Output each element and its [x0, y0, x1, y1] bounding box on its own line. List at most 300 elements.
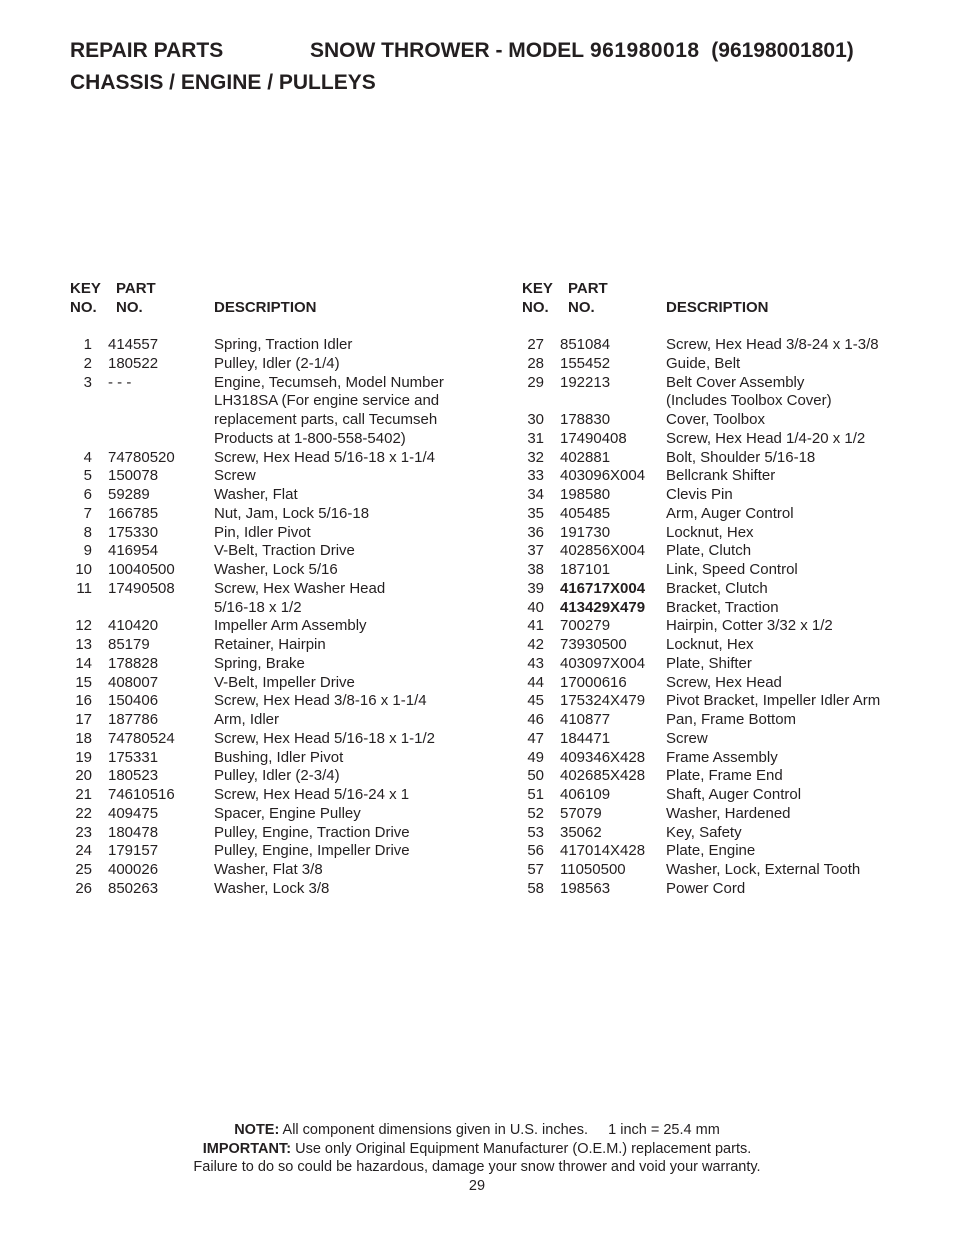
part-description	[666, 842, 922, 861]
part-number: 74780520	[108, 448, 175, 466]
part-number: 17490408	[560, 429, 627, 447]
description-line: Spring, Brake	[214, 654, 305, 672]
part-header-1: PART	[568, 280, 608, 297]
description-line: Frame Assembly	[666, 748, 778, 766]
part-description	[666, 430, 922, 449]
description-line: Guide, Belt	[666, 354, 741, 372]
table-row	[70, 749, 490, 768]
part-number: 405485	[560, 504, 611, 522]
table-row	[70, 730, 490, 749]
table-row	[522, 730, 922, 749]
model-sub-number: (96198001801)	[711, 39, 854, 62]
part-description	[214, 880, 490, 899]
key-number: 12	[75, 617, 92, 635]
part-header-1: PART	[116, 280, 156, 297]
description-line: Screw, Hex Head	[666, 673, 782, 691]
part-description	[214, 824, 490, 843]
description-line: Nut, Jam, Lock 5/16-18	[214, 504, 370, 522]
part-number: 403097X004	[560, 654, 646, 672]
table-row	[522, 767, 922, 786]
part-number: 191730	[560, 523, 611, 541]
description-line: Screw, Hex Head 5/16-18 x 1-1/4	[214, 448, 435, 466]
part-description	[214, 617, 490, 636]
part-number: 187101	[560, 561, 611, 578]
description-line: Belt Cover Assembly	[666, 373, 805, 391]
table-row	[70, 861, 490, 880]
part-number: 198580	[560, 486, 611, 503]
key-number: 52	[527, 804, 544, 822]
description-line: Screw	[666, 729, 708, 747]
table-row	[522, 692, 922, 711]
key-number: 24	[75, 842, 92, 860]
key-number: 44	[527, 673, 544, 691]
part-description	[666, 336, 922, 355]
key-number: 40	[527, 598, 544, 616]
description-line: Washer, Flat 3/8	[214, 861, 323, 878]
table-row	[70, 842, 490, 861]
part-description	[214, 524, 490, 543]
table-row	[522, 636, 922, 655]
part-number: 59289	[108, 486, 150, 503]
key-number: 42	[527, 636, 544, 653]
part-number: 74610516	[108, 786, 175, 803]
table-row	[522, 411, 922, 430]
part-number: 192213	[560, 373, 611, 391]
part-number: 414557	[108, 336, 159, 353]
table-row	[70, 617, 490, 636]
description-line: Washer, Lock 5/16	[214, 561, 338, 578]
table-row	[70, 449, 490, 468]
description-line: Screw, Hex Head 5/16-18 x 1-1/2	[214, 729, 435, 747]
part-number: 402856X004	[560, 542, 646, 560]
table-row	[522, 786, 922, 805]
part-description	[666, 692, 922, 711]
description-line: Washer, Flat	[214, 486, 298, 503]
table-row	[522, 655, 922, 674]
key-number: 34	[527, 486, 544, 503]
key-number: 23	[75, 823, 92, 841]
key-number: 11	[76, 579, 92, 597]
key-number: 22	[75, 804, 92, 822]
description-line: Bellcrank Shifter	[666, 467, 776, 485]
key-number: 7	[83, 504, 92, 522]
table-row	[522, 580, 922, 599]
description-line: Pulley, Engine, Traction Drive	[214, 823, 410, 841]
table-row	[522, 861, 922, 880]
part-number: 409475	[108, 804, 159, 822]
page-number: 29	[468, 1177, 486, 1194]
key-number: 5	[83, 467, 92, 485]
description-header: DESCRIPTION	[214, 299, 317, 316]
description-line: Pulley, Engine, Impeller Drive	[214, 842, 410, 860]
part-number: 85179	[108, 636, 150, 653]
part-description	[214, 786, 490, 805]
part-description	[214, 674, 490, 693]
key-number: 41	[527, 617, 544, 635]
part-number: 409346X428	[560, 748, 646, 766]
description-line: Locknut, Hex	[666, 523, 754, 541]
part-number: 175324X479	[560, 692, 646, 710]
part-description	[666, 636, 922, 655]
parts-rows-right	[522, 336, 922, 899]
description-line: Clevis Pin	[666, 486, 733, 503]
part-description	[666, 411, 922, 430]
key-number: 21	[75, 786, 92, 803]
part-description	[666, 880, 922, 899]
part-number: 403096X004	[560, 467, 646, 485]
part-number: 413429X479	[560, 598, 646, 616]
table-row	[70, 655, 490, 674]
part-number: 187786	[108, 711, 159, 728]
description-line: Hairpin, Cotter 3/32 x 1/2	[666, 617, 833, 635]
description-header: DESCRIPTION	[666, 299, 769, 316]
key-number: 58	[527, 879, 544, 897]
part-description	[666, 749, 922, 768]
part-description	[666, 674, 922, 693]
table-header	[522, 280, 922, 318]
table-row	[522, 599, 922, 618]
key-number: 38	[527, 561, 544, 578]
part-number: 178828	[108, 654, 159, 672]
description-line: Screw, Hex Head 3/8-16 x 1-1/4	[214, 692, 427, 710]
table-row	[522, 805, 922, 824]
key-number: 37	[527, 542, 544, 560]
part-number: 175330	[108, 523, 159, 541]
part-number: 10040500	[108, 561, 175, 578]
description-line: Pulley, Idler (2-3/4)	[214, 767, 340, 785]
key-number: 39	[527, 579, 544, 597]
key-number: 49	[527, 748, 544, 766]
part-description	[666, 355, 922, 374]
description-line: replacement parts, call Tecumseh	[214, 411, 438, 428]
part-number: 402881	[560, 448, 611, 466]
note-label: NOTE:	[234, 1122, 280, 1138]
part-number: 410877	[560, 711, 611, 728]
part-number: 178830	[560, 411, 611, 428]
warning-line: Failure to do so could be hazardous, damage your snow thrower and void your warranty.	[193, 1159, 761, 1175]
part-description	[666, 542, 922, 561]
important-text: Use only Original Equipment Manufacturer (O.E.M.) replacement parts.	[291, 1140, 752, 1157]
table-row	[70, 374, 490, 449]
part-description	[666, 580, 922, 599]
table-row	[70, 805, 490, 824]
table-row	[522, 449, 922, 468]
table-row	[70, 674, 490, 693]
part-description	[214, 355, 490, 374]
table-row	[522, 880, 922, 899]
description-line: V-Belt, Impeller Drive	[214, 673, 355, 691]
key-number: 45	[527, 692, 544, 710]
note-text: All component dimensions given in U.S. inches. 1 inch = 25.4 mm	[279, 1122, 720, 1138]
description-line: (Includes Toolbox Cover)	[666, 392, 832, 410]
description-line: Pin, Idler Pivot	[214, 523, 311, 541]
part-header-2: NO.	[116, 299, 143, 316]
table-row	[70, 561, 490, 580]
key-number: 15	[75, 673, 92, 691]
part-number: 180523	[108, 767, 159, 785]
description-line: Locknut, Hex	[666, 636, 754, 653]
key-number: 32	[527, 448, 544, 466]
key-number: 10	[75, 561, 92, 578]
part-number: 406109	[560, 786, 611, 803]
title-prefix: SNOW THROWER - MODEL	[310, 39, 585, 62]
part-number: 175331	[108, 748, 159, 766]
description-line: Screw, Hex Washer Head	[214, 579, 386, 597]
model-number: 961980018	[589, 39, 700, 62]
description-line: Plate, Frame End	[666, 767, 783, 785]
parts-table-right	[522, 280, 922, 899]
parts-table-left	[70, 280, 490, 899]
key-header-1: KEY	[70, 280, 101, 297]
part-description	[666, 374, 922, 412]
part-number: 17490508	[108, 579, 175, 597]
part-description	[666, 655, 922, 674]
table-row	[522, 336, 922, 355]
part-number: 410420	[108, 617, 159, 635]
description-line: LH318SA (For engine service and	[214, 392, 440, 410]
key-number: 33	[527, 467, 544, 485]
key-number: 1	[83, 336, 92, 353]
important-label: IMPORTANT:	[202, 1140, 292, 1157]
table-row	[70, 355, 490, 374]
key-number: 27	[527, 336, 544, 353]
table-row	[522, 617, 922, 636]
part-description	[666, 467, 922, 486]
part-description	[666, 561, 922, 580]
description-line: Plate, Clutch	[666, 542, 752, 560]
part-description	[214, 374, 490, 449]
key-number: 18	[75, 729, 92, 747]
part-description	[666, 505, 922, 524]
important-line	[0, 1140, 954, 1159]
key-number: 56	[527, 842, 544, 860]
part-number: 184471	[560, 729, 611, 747]
table-row	[522, 674, 922, 693]
description-line: Impeller Arm Assembly	[214, 617, 367, 635]
description-line: Plate, Shifter	[666, 654, 752, 672]
part-number: 17000616	[560, 673, 627, 691]
description-line: Plate, Engine	[666, 842, 756, 860]
table-row	[70, 786, 490, 805]
table-row	[522, 430, 922, 449]
key-number: 19	[75, 748, 92, 766]
header-line	[70, 38, 910, 64]
key-number: 20	[75, 767, 92, 785]
part-description	[214, 505, 490, 524]
part-description	[666, 786, 922, 805]
part-number: 180522	[108, 354, 159, 372]
table-row	[522, 749, 922, 768]
part-description	[214, 767, 490, 786]
part-header-2: NO.	[568, 299, 595, 316]
key-number: 53	[527, 823, 544, 841]
part-description	[214, 636, 490, 655]
key-number: 4	[83, 448, 92, 466]
part-description	[214, 861, 490, 880]
table-row	[70, 767, 490, 786]
key-number: 9	[83, 542, 92, 560]
table-row	[522, 467, 922, 486]
description-line: Washer, Lock, External Tooth	[666, 861, 861, 878]
part-number: 155452	[560, 354, 611, 372]
page-footer	[0, 1121, 954, 1195]
part-number: 150078	[108, 467, 159, 485]
parts-rows-left	[70, 336, 490, 899]
table-header	[70, 280, 490, 318]
description-line: Cover, Toolbox	[666, 411, 765, 428]
description-line: Link, Speed Control	[666, 561, 798, 578]
part-description	[214, 730, 490, 749]
part-description	[214, 749, 490, 768]
table-row	[70, 505, 490, 524]
part-description	[214, 655, 490, 674]
key-number: 57	[527, 861, 544, 878]
part-number: 11050500	[560, 861, 626, 878]
part-description	[214, 692, 490, 711]
key-header-1: KEY	[522, 280, 553, 297]
part-number: - - -	[108, 373, 132, 391]
part-description	[666, 711, 922, 730]
key-number: 3	[83, 373, 92, 391]
key-number: 25	[75, 861, 92, 878]
part-number: 166785	[108, 504, 159, 522]
description-line: Bracket, Clutch	[666, 579, 768, 597]
key-header-2: NO.	[522, 299, 549, 316]
part-description	[666, 861, 922, 880]
description-line: V-Belt, Traction Drive	[214, 542, 355, 560]
key-number: 28	[527, 354, 544, 372]
key-number: 43	[527, 654, 544, 672]
part-description	[666, 730, 922, 749]
part-number: 198563	[560, 879, 611, 897]
part-description	[666, 599, 922, 618]
part-number: 150406	[108, 692, 159, 710]
description-line: Engine, Tecumseh, Model Number	[214, 373, 444, 391]
description-line: Spacer, Engine Pulley	[214, 804, 361, 822]
description-line: Retainer, Hairpin	[214, 636, 326, 653]
description-line: Arm, Idler	[214, 711, 280, 728]
table-row	[70, 580, 490, 618]
part-number: 416717X004	[560, 579, 646, 597]
description-line: Pivot Bracket, Impeller Idler Arm	[666, 692, 881, 710]
description-line: Power Cord	[666, 879, 746, 897]
part-number: 400026	[108, 861, 159, 878]
part-number: 179157	[108, 842, 159, 860]
part-description	[666, 824, 922, 843]
part-description	[666, 449, 922, 468]
part-description	[214, 486, 490, 505]
key-number: 8	[83, 523, 92, 541]
key-number: 17	[75, 711, 92, 728]
part-description	[214, 542, 490, 561]
key-number: 16	[75, 692, 92, 710]
part-description	[666, 805, 922, 824]
table-row	[70, 692, 490, 711]
repair-parts-label: REPAIR PARTS	[70, 39, 224, 62]
key-number: 29	[527, 373, 544, 391]
part-number: 700279	[560, 617, 611, 635]
key-number: 2	[83, 354, 92, 372]
description-line: Screw	[214, 467, 256, 485]
table-row	[522, 842, 922, 861]
key-number: 46	[527, 711, 544, 728]
table-row	[522, 561, 922, 580]
table-row	[522, 824, 922, 843]
part-number: 402685X428	[560, 767, 646, 785]
key-number: 36	[527, 523, 544, 541]
part-description	[214, 467, 490, 486]
table-row	[522, 355, 922, 374]
key-number: 47	[527, 729, 544, 747]
description-line: Washer, Hardened	[666, 804, 791, 822]
description-line: Washer, Lock 3/8	[214, 879, 330, 897]
key-number: 35	[527, 504, 544, 522]
part-description	[214, 842, 490, 861]
key-number: 30	[527, 411, 544, 428]
table-row	[522, 542, 922, 561]
table-row	[70, 636, 490, 655]
key-number: 26	[75, 879, 92, 897]
table-row	[70, 486, 490, 505]
part-number: 850263	[108, 879, 159, 897]
table-row	[522, 524, 922, 543]
part-description	[214, 711, 490, 730]
description-line: Products at 1-800-558-5402)	[214, 429, 406, 447]
part-number: 417014X428	[560, 842, 646, 860]
description-line: Screw, Hex Head 1/4-20 x 1/2	[666, 429, 866, 447]
section-title: CHASSIS / ENGINE / PULLEYS	[70, 71, 376, 94]
part-description	[666, 617, 922, 636]
description-line: Pan, Frame Bottom	[666, 711, 797, 728]
key-number: 31	[527, 429, 544, 447]
table-row	[522, 486, 922, 505]
table-row	[70, 336, 490, 355]
description-line: Spring, Traction Idler	[214, 336, 353, 353]
part-description	[666, 767, 922, 786]
table-row	[70, 711, 490, 730]
part-number: 416954	[108, 542, 159, 560]
description-line: Arm, Auger Control	[666, 504, 794, 522]
part-description	[214, 805, 490, 824]
table-row	[70, 824, 490, 843]
description-line: 5/16-18 x 1/2	[214, 598, 302, 616]
part-number: 408007	[108, 673, 159, 691]
page-header	[70, 38, 910, 96]
description-line: Bushing, Idler Pivot	[214, 748, 344, 766]
part-description	[666, 486, 922, 505]
part-description	[214, 561, 490, 580]
key-number: 6	[83, 486, 92, 503]
description-line: Bracket, Traction	[666, 598, 779, 616]
part-number: 35062	[560, 823, 602, 841]
table-row	[522, 374, 922, 412]
part-description	[214, 336, 490, 355]
description-line: Screw, Hex Head 5/16-24 x 1	[214, 786, 410, 803]
table-row	[522, 711, 922, 730]
key-header-2: NO.	[70, 299, 97, 316]
part-description	[666, 524, 922, 543]
part-number: 57079	[560, 804, 602, 822]
part-description	[214, 449, 490, 468]
table-row	[70, 542, 490, 561]
description-line: Screw, Hex Head 3/8-24 x 1-3/8	[666, 336, 879, 353]
table-row	[70, 467, 490, 486]
table-row	[522, 505, 922, 524]
key-number: 13	[75, 636, 92, 653]
key-number: 51	[527, 786, 544, 803]
description-line: Pulley, Idler (2-1/4)	[214, 354, 340, 372]
key-number: 14	[75, 654, 92, 672]
